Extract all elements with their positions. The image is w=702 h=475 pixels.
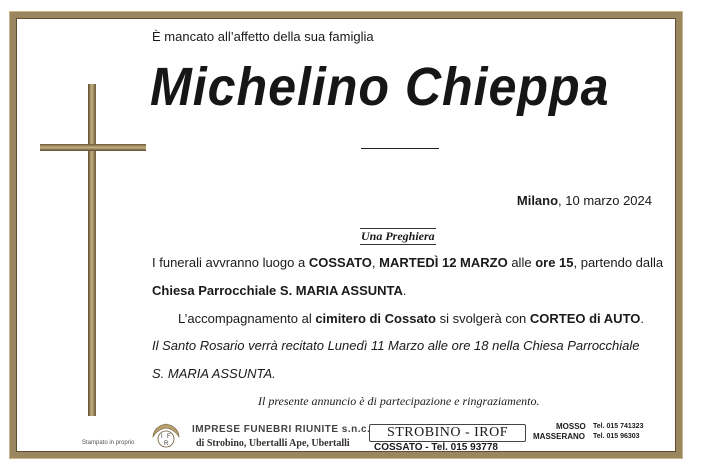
agency-name: IMPRESE FUNEBRI RIUNITE s.n.c. [192,424,371,435]
cross-horizontal-bar [40,144,146,151]
branch-masserano: MASSERANO [533,432,586,441]
rosary-line-1: Il Santo Rosario verrà recitato Lunedì 11 Marzo alle ore 18 nella Chiesa Parrocchiale [152,338,640,353]
agency-logo-icon [150,422,182,448]
funeral-alle: alle [507,255,536,270]
funeral-church: Chiesa Parrocchiale S. MARIA ASSUNTA [152,283,403,298]
logo-letter-i: I [161,434,163,440]
prayer-label: Una Preghiera [361,229,435,243]
printed-note: Stampato in proprio [82,440,135,446]
branch-mosso: MOSSO [556,422,586,431]
funeral-period: . [402,283,407,298]
funeral-line-2 [152,283,407,298]
branch-mosso-tel: Tel. 015 741323 [593,423,644,430]
procession-cemetery: cimitero di Cossato [315,311,436,326]
date-city: Milano [516,193,559,208]
intro-text: È mancato all’affetto della sua famiglia [152,29,374,44]
closing-text: Il presente annuncio è di partecipazione e ringraziamento. [258,394,540,408]
procession-text-c: si svolgerà con [435,311,530,326]
branch-masserano-tel: Tel. 015 96303 [593,433,640,440]
deceased-name: Michelino Chieppa [150,57,610,117]
agency-owners: di Strobino, Ubertalli Ape, Ubertalli [196,438,350,449]
main-office: COSSATO - Tel. 015 93778 [374,442,498,453]
date-line [517,193,652,208]
funeral-time: ore 15 [535,255,574,270]
funeral-text: I funerali avvranno luogo a [152,255,309,270]
rosary-line-2: S. MARIA ASSUNTA. [152,366,276,381]
funeral-tail: , partendo dalla [573,255,664,270]
funeral-date: MARTEDÌ 12 MARZO [379,255,508,270]
funeral-line-1 [152,255,663,270]
name-divider [361,148,439,149]
date-text: , 10 marzo 2024 [558,193,652,208]
procession-text-a: L’accompagnamento al [178,311,316,326]
brand-box: STROBINO - IROF [369,424,526,442]
funeral-place: COSSATO [308,255,372,270]
procession-line [178,311,644,326]
logo-letter-f: F [167,434,171,440]
procession-period: . [640,311,645,326]
cross-vertical-bar [88,84,96,416]
funeral-sep: , [371,255,380,270]
procession-cortege: CORTEO di AUTO [529,311,641,326]
logo-letter-r: R [164,441,169,447]
